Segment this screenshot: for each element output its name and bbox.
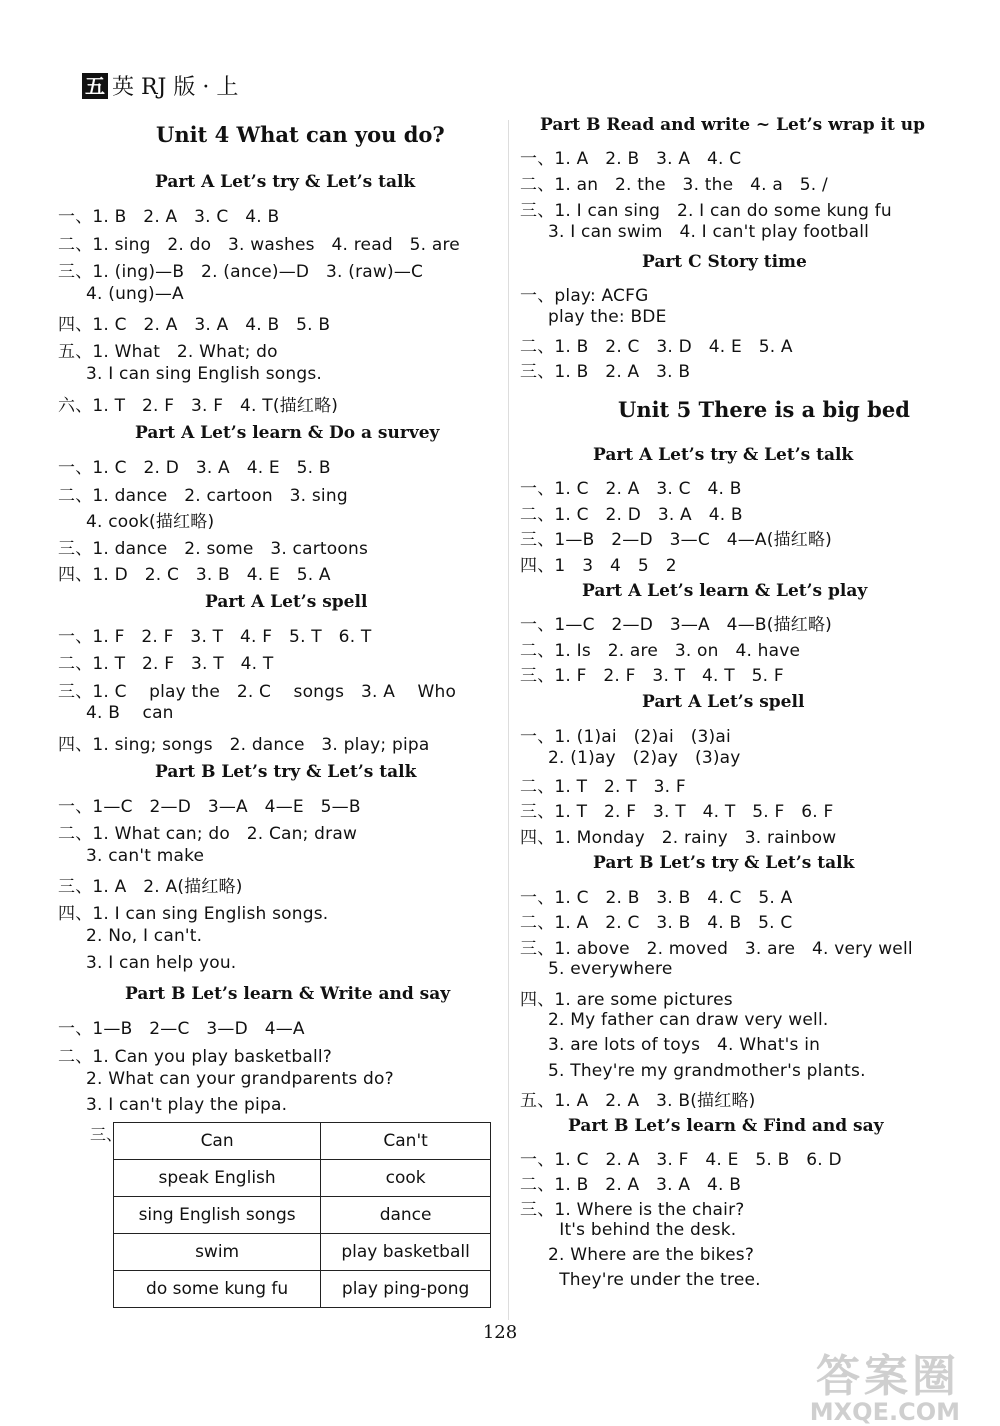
table-cell: cook	[321, 1160, 491, 1197]
answer-line: 三、1. F 2. F 3. T 4. T 5. F	[520, 666, 784, 686]
page-header	[82, 70, 238, 101]
answer-line: 二、1. an 2. the 3. the 4. a 5. /	[520, 175, 828, 195]
answer-line: 2. No, I can't.	[58, 926, 203, 946]
table-row	[114, 1197, 491, 1234]
answer-line: 一、1. C 2. A 3. C 4. B	[520, 479, 742, 499]
watermark	[810, 1340, 960, 1426]
answer-line: 2. What can your grandparents do?	[58, 1069, 394, 1089]
answer-line: 六、1. T 2. F 3. F 4. T(描红略)	[58, 396, 339, 416]
answer-line: 一、1. C 2. A 3. F 4. E 5. B 6. D	[520, 1150, 842, 1170]
answer-line: 3. I can help you.	[58, 953, 237, 973]
table-row	[114, 1160, 491, 1197]
can-cant-table	[113, 1122, 491, 1308]
table-cell: play basketball	[321, 1234, 491, 1271]
part-title: Part A Let’s learn & Let’s play	[582, 581, 868, 601]
answer-line: 五、1. A 2. A 3. B(描红略)	[520, 1091, 756, 1111]
grade-badge: 五	[82, 73, 108, 99]
page-number: 128	[482, 1322, 518, 1343]
answer-line: 三、1. I can sing 2. I can do some kung fu	[520, 201, 892, 221]
answer-line: 四、1. sing; songs 2. dance 3. play; pipa	[58, 735, 430, 755]
unit-5-title: Unit 5 There is a big bed	[618, 397, 910, 422]
answer-line: 二、1. dance 2. cartoon 3. sing	[58, 486, 348, 506]
answer-line: 一、play: ACFG	[520, 286, 649, 306]
answer-line: 三、1. above 2. moved 3. are 4. very well	[520, 939, 913, 959]
table-header-cell: Can	[114, 1123, 321, 1160]
answer-line: 二、1. What can; do 2. Can; draw	[58, 824, 358, 844]
answer-line: 二、1. T 2. T 3. F	[520, 777, 686, 797]
part-title: Part A Let’s spell	[642, 692, 805, 712]
answer-line: 二、1. Can you play basketball?	[58, 1047, 333, 1067]
answer-line: They're under the tree.	[520, 1270, 761, 1290]
watermark-url: MXQE.COM	[809, 1398, 960, 1426]
answer-line: 2. (1)ay (2)ay (3)ay	[520, 748, 741, 768]
part-title: Part A Let’s try & Let’s talk	[155, 172, 416, 192]
answer-line: 一、1. A 2. B 3. A 4. C	[520, 149, 742, 169]
table-cell: do some kung fu	[114, 1271, 321, 1308]
answer-line: 3. I can sing English songs.	[58, 364, 323, 384]
part-title: Part B Let’s learn & Find and say	[568, 1116, 884, 1136]
answer-line: 2. My father can draw very well.	[520, 1010, 829, 1030]
subject-label: 英 RJ 版 · 上	[112, 75, 239, 100]
answer-line: 5. everywhere	[520, 959, 673, 979]
part-title: Part B Let’s learn & Write and say	[125, 984, 451, 1004]
answer-line: 2. Where are the bikes?	[520, 1245, 755, 1265]
part-title: Part B Read and write ~ Let’s wrap it up	[540, 115, 926, 135]
answer-line: 二、1. B 2. A 3. A 4. B	[520, 1175, 742, 1195]
table-row	[114, 1234, 491, 1271]
answer-line: 四、1. D 2. C 3. B 4. E 5. A	[58, 565, 331, 585]
answer-line: 3. I can swim 4. I can't play football	[520, 222, 870, 242]
part-title: Part A Let’s try & Let’s talk	[593, 445, 854, 465]
answer-line: 三、1—B 2—D 3—C 4—A(描红略)	[520, 530, 833, 550]
column-divider	[508, 120, 509, 1320]
answer-line: 二、1. A 2. C 3. B 4. B 5. C	[520, 913, 793, 933]
answer-line: 4. (ung)—A	[58, 284, 184, 304]
table-cell: swim	[114, 1234, 321, 1271]
answer-line: 三、1. dance 2. some 3. cartoons	[58, 539, 369, 559]
answer-line: It's behind the desk.	[520, 1220, 737, 1240]
table-row	[114, 1271, 491, 1308]
answer-line: 四、1. I can sing English songs.	[58, 904, 329, 924]
answer-line: 四、1. Monday 2. rainy 3. rainbow	[520, 828, 837, 848]
answer-line: 三、1. C play the 2. C songs 3. A Who	[58, 682, 457, 702]
table-cell: dance	[321, 1197, 491, 1234]
answer-line: 三、1. T 2. F 3. T 4. T 5. F 6. F	[520, 802, 834, 822]
answer-line: 一、1—C 2—D 3—A 4—E 5—B	[58, 797, 361, 817]
part-title: Part B Let’s try & Let’s talk	[593, 853, 855, 873]
answer-line: play the: BDE	[520, 307, 667, 327]
answer-line: 四、1 3 4 5 2	[520, 556, 677, 576]
answer-line: 一、1—B 2—C 3—D 4—A	[58, 1019, 305, 1039]
answer-line: 3. are lots of toys 4. What's in	[520, 1035, 821, 1055]
answer-line: 4. B can	[58, 703, 174, 723]
answer-line: 二、1. sing 2. do 3. washes 4. read 5. are	[58, 235, 460, 255]
answer-line: 一、1. C 2. B 3. B 4. C 5. A	[520, 888, 793, 908]
answer-line: 三、1. B 2. A 3. B	[520, 362, 691, 382]
answer-line: 一、1. (1)ai (2)ai (3)ai	[520, 727, 731, 747]
answer-line: 4. cook(描红略)	[58, 512, 215, 532]
answer-line: 三、1. Where is the chair?	[520, 1200, 745, 1220]
table-cell: sing English songs	[114, 1197, 321, 1234]
part-title: Part A Let’s learn & Do a survey	[135, 423, 440, 443]
answer-line: 3. I can't play the pipa.	[58, 1095, 288, 1115]
answer-line: 四、1. are some pictures	[520, 990, 733, 1010]
answer-line: 一、1. C 2. D 3. A 4. E 5. B	[58, 458, 331, 478]
answer-line: 二、1. T 2. F 3. T 4. T	[58, 654, 274, 674]
answer-line: 三、1. (ing)—B 2. (ance)—D 3. (raw)—C	[58, 262, 424, 282]
unit-4-title: Unit 4 What can you do?	[156, 122, 445, 147]
table-question-label: 三、	[90, 1125, 123, 1144]
table-header-cell: Can't	[321, 1123, 491, 1160]
answer-line: 3. can't make	[58, 846, 205, 866]
answer-line: 三、1. A 2. A(描红略)	[58, 877, 243, 897]
answer-line: 二、1. Is 2. are 3. on 4. have	[520, 641, 801, 661]
answer-line: 5. They're my grandmother's plants.	[520, 1061, 866, 1081]
answer-line: 二、1. B 2. C 3. D 4. E 5. A	[520, 337, 793, 357]
answer-line: 一、1—C 2—D 3—A 4—B(描红略)	[520, 615, 833, 635]
answer-line: 一、1. B 2. A 3. C 4. B	[58, 207, 280, 227]
answer-line: 五、1. What 2. What; do	[58, 342, 278, 362]
part-title: Part B Let’s try & Let’s talk	[155, 762, 417, 782]
answer-line: 一、1. F 2. F 3. T 4. F 5. T 6. T	[58, 627, 372, 647]
table-header-row	[114, 1123, 491, 1160]
part-title: Part C Story time	[642, 252, 807, 272]
answer-line: 二、1. C 2. D 3. A 4. B	[520, 505, 743, 525]
part-title: Part A Let’s spell	[205, 592, 368, 612]
answer-line: 四、1. C 2. A 3. A 4. B 5. B	[58, 315, 331, 335]
table-cell: speak English	[114, 1160, 321, 1197]
watermark-logo: 答案圈	[816, 1351, 960, 1402]
table-cell: play ping-pong	[321, 1271, 491, 1308]
